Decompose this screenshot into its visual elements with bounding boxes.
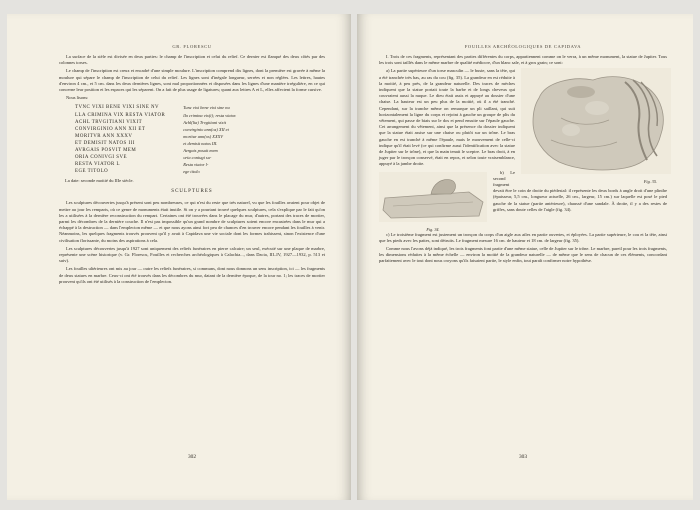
figure-34 xyxy=(379,172,487,230)
paragraph: Nous lisons: xyxy=(66,95,89,101)
inscription-line: TVNC VIXI BENE VIXI SINE NV xyxy=(75,105,160,111)
inscription-line: ACHL TRVGITIANI VIXIT xyxy=(75,119,143,125)
paragraph: I. Trois de ces fragments, représentant des parties différentes du corps, appartiennent comme on le verra, à un même monument, la statue de Jupiter. Tous les trois sont taillés dans le même marbre de qualité médiocre, d'un blanc sale, et à gros grain; ce sont: xyxy=(379,54,667,66)
inscription-line: LLA CRIMINA VIX RESTA VIATOR xyxy=(75,112,166,118)
inscription-line: CONVIRGINIO ANN XII ET xyxy=(75,126,146,132)
inscription-line: MORITVR ANN XXXV xyxy=(75,133,133,139)
transcription-line: Tunc vixi bene vixi sine nu xyxy=(183,105,230,111)
inscription-latin xyxy=(75,104,165,175)
paragraph: b) Le second fragment devait être le coin de droite du piédestal: il représente les deux bords à angle droit d'une plinthe (épaisseur, 5,5 cm., longueur actuelle, 26 cm., largeur, 15 cm.) sur laquelle est posé le pied gauche de la statue (partie antérieure), chaussé d'une sandale. À droite, il y a des restes de griffes, sans doute celles de l'aigle (fig. 34). xyxy=(493,169,667,212)
paragraph: Comme nous l'avons déjà indiqué, les trois fragments font partie d'une même statue, celle de Jupiter sur le trône. Le marbre, pareil pour les trois fragments, les dimensions réduites à la même échelle — environ la moitié de la grandeur naturelle — de même que le sens de chacun de ces éléments, concordant parfaitement avec le tout dont nous croyons qu'ils faisaient partie, le style enfin, tout paraît confirmer notre hypothèse. xyxy=(379,246,667,264)
inscription-line: ORIA CONIVGI SVE xyxy=(75,155,128,161)
figure-35-caption: Fig. 35. xyxy=(643,179,657,185)
transcription-line: oria coniugi su- xyxy=(183,155,212,161)
figure-34-caption: Fig. 34. xyxy=(426,226,440,232)
transcription-line: Achl(lia) Trvgitiani vixit xyxy=(183,119,226,125)
plinth-foot-image xyxy=(379,172,487,222)
paragraph: c) Le troisième fragment est justement un tronçon du corps d'un aigle aux ailes en partie ouvertes, et éployées. La partie supérieure, le cou et la tête, ainsi que les pieds avec les pattes, sont détruits. Le fragment mesure 16 cm. de hauteur et 18 cm. de largeur (fig. 35). xyxy=(379,231,667,243)
inscription-line: EGE TITOLO xyxy=(75,169,109,175)
paragraph: Les fouilles ultérieures ont mis au jour — outre les reliefs funéraires, si communs, dont nous donnons un sens inscription, ici — les fragments de deux statues en marbre. Ceux-ci ont été trouvés dans les décombres du mur, datant de la dernière époque, de la tour no. 1; les traces de mortier prouvent qu'ils ont été utilisés à la construction de l'emplecton. xyxy=(59,266,325,284)
section-title: SCULPTURES xyxy=(171,189,213,195)
transcription-line: convirginio ann(os) XII et xyxy=(183,126,229,132)
right-page xyxy=(357,14,693,500)
inscription-line: RESTA VIATOR L xyxy=(75,162,121,168)
transcription-line: Resta viator l- xyxy=(183,162,209,168)
inscription-line: AVRGAIS POSVIT MEM xyxy=(75,147,137,153)
figure-35 xyxy=(521,68,671,185)
transcription-line: lla crimina vix(i); resta viator. xyxy=(183,112,237,118)
torso-statue-image xyxy=(521,68,671,174)
paragraph: La surface de la stèle est divisée en deux parties: le champ de l'inscription et celui du relief. Ce dernier est flanqué des deux côtés par des colonnes torses. xyxy=(59,54,325,66)
paragraph: Le champ de l'inscription est creux et encadré d'une simple moulure. L'inscription comprend dix lignes, dont la première est gravée à même la moulure qui sépare le champ de l'inscription de celui du relief. Les lignes sont d'inégale longueur, serrées et non réglées. Les lettres, hautes d'environ 4 cm., et 5 cm. dans les deux dernières lignes, sont mal proportionnées et disposées dans les lignes d'une manière irrégulière, en ce qui concerne leur position et les espaces qui les séparent. On a fait de plus usage de ligatures; quant aux lettres A et L, elles affectent la forme cursive. xyxy=(59,68,325,93)
page-number-left: 302 xyxy=(187,454,197,460)
running-head-right: FOUILLES ARCHÉOLOGIQUES DE CAPIDAVA xyxy=(464,44,582,49)
inscription-block xyxy=(75,104,325,175)
transcription-line: Avrgais posuit mem xyxy=(183,147,218,153)
left-page xyxy=(7,14,351,500)
inscription-date: La date: seconde moitié du IIIe siècle. xyxy=(65,178,134,184)
running-head-left: GR. FLORESCU xyxy=(172,44,212,49)
paragraph: Les sculptures découvertes jusqu'à présent sont peu nombreuses, ce qui n'est du reste que très naturel, vu que les fouilles avaient pour objet de mettre au jour les remparts, où ce genre de monuments était inutile. Si on y a pourtant trouvé quelques sculptures, cela s'explique par le fait qu'on les a utilisées à la dernière reconstruction du rempart. Certaines ont été trouvées dans le placage du mur, d'autres, portant des traces de mortier, parmi les décombres de la dernière couche. Il n'est pas impossible qu'un grand nombre de sculptures soient encore encastrées dans le mur qui a échappé à la destruction — dans l'emplecton même — et que nous ayons ainsi fort peu de chances d'en trouver encore pendant les fouilles à venir. Néanmoins, les quelques fragments trouvés prouvent qu'il y avait à Capidava une vie sociale dont les formes trahissent, sinon l'existence d'une civilisation florissante, du moins des aspirations à cela. xyxy=(59,200,325,243)
transcription-line: moritur ann(os) XXXV xyxy=(183,133,223,139)
inscription-line: ET DEMISIT NATOS III xyxy=(75,140,135,146)
inscription-transcription xyxy=(183,104,236,175)
transcription-line: et demisit natos III. xyxy=(183,140,218,146)
transcription-line: ege titolo xyxy=(183,169,200,175)
paragraph: Les sculptures découvertes jusqu'à 1927 sont uniquement des reliefs funéraires en pierre calcaire; un seul, exécuté sur une plaque de marbre, représente une scène historique (v. Gr. Florescu, Fouilles et recherches archéologiques à Calachia..., dans Dacia, III–IV, 1927—1932, p. 513 et suiv). xyxy=(59,245,325,264)
page-number-right: 303 xyxy=(518,454,528,460)
paragraph: a) La partie supérieure d'un torse masculin — le buste, sans la tête, qui a été tranchée très bas, au ras du cou (fig. 35). La grandeur en est réduite à la moitié, à peu près, de la grandeur naturelle. Des traces de mèches indiquent que la statue portait toute la barbe et de longs cheveux qui couvraient aussi la nuque. Le dieu était assis et appuyé au dossier d'une chaise. La hauteur est un peu plus de la moitié, où il a été tranché. Cependant, sur la tranche même on remarque un pli saillant, qui suit horizontalement la ligne du corps et rejoint à gauche un groupe de plis du vêtement, qui passe de biais sur le dos et pend ensuite sur l'épaule gauche. Cet arrangement du vêtement, ainsi que la présence du dossier indiquent que la statue était assise sur une chaise ou plutôt sur un trône. Le bras gauche en est tranché à même l'épaule, mais le mouvement de celle-ci indique qu'il était levé (ce qui confirme aussi l'identification avec la statue de Jupiter sur le trône), et que la main tenait le sceptre. Le bras droit, à en juger par le tronçon conservé, était en repos, et selon toute vraisemblance, appuyé à la jambe droite. xyxy=(379,68,515,167)
